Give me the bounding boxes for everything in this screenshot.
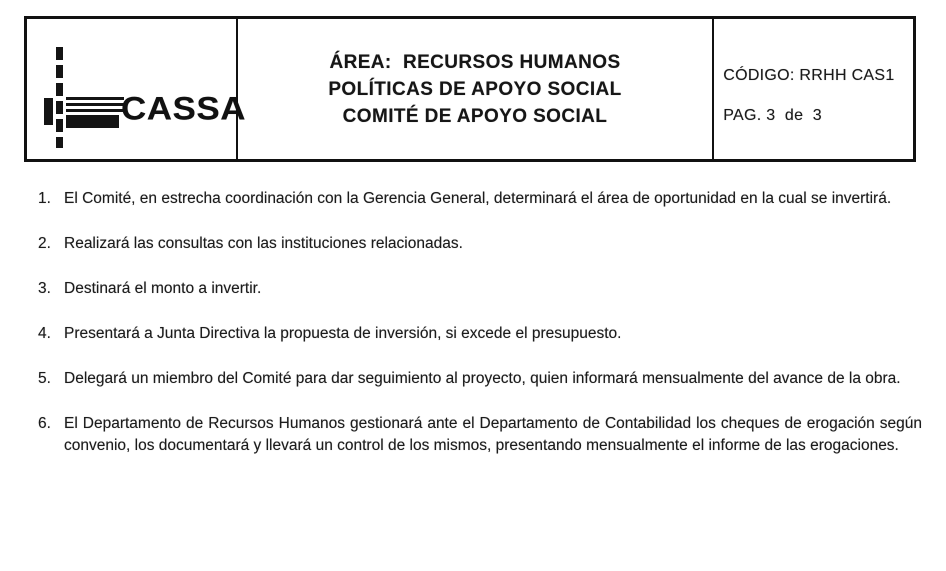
item-number: 3. bbox=[38, 280, 51, 297]
header-policy-line: POLÍTICAS DE APOYO SOCIAL bbox=[328, 78, 622, 100]
cassa-logo bbox=[39, 47, 247, 152]
item-text: El Departamento de Recursos Humanos gestionará ante el Departamento de Contabilidad los cheques de erogación según convenio, los documentará y llevará un control de los mismos, presentando mensualmente el informe de las erogaciones. bbox=[64, 415, 922, 454]
item-text: Realizará las consultas con las instituciones relacionadas. bbox=[64, 235, 463, 252]
title-cell bbox=[238, 19, 714, 159]
policy-list bbox=[0, 188, 946, 480]
list-item bbox=[0, 413, 946, 457]
page-number: PAG. 3 de 3 bbox=[723, 107, 822, 124]
header-committee-line: COMITÉ DE APOYO SOCIAL bbox=[342, 105, 608, 127]
header-area-line: ÁREA: RECURSOS HUMANOS bbox=[329, 51, 621, 73]
item-text: Presentará a Junta Directiva la propuesta de inversión, si excede el presupuesto. bbox=[64, 325, 622, 342]
document-code: CÓDIGO: RRHH CAS1 bbox=[723, 67, 895, 84]
list-item bbox=[0, 323, 946, 345]
list-item bbox=[0, 233, 946, 255]
code-cell bbox=[714, 19, 913, 159]
item-number: 1. bbox=[38, 190, 51, 207]
item-number: 2. bbox=[38, 235, 51, 252]
logo-pipe-icon bbox=[56, 47, 63, 148]
logo-bar-icon bbox=[66, 115, 119, 128]
item-number: 6. bbox=[38, 415, 51, 432]
list-item bbox=[0, 188, 946, 210]
item-number: 5. bbox=[38, 370, 51, 387]
logo-pipe-segment-icon bbox=[44, 98, 53, 125]
item-text: Delegará un miembro del Comité para dar seguimiento al proyecto, quien informará mensualmente del avance de la obra. bbox=[64, 370, 901, 387]
item-text: El Comité, en estrecha coordinación con la Gerencia General, determinará el área de oportunidad en la cual se invertirá. bbox=[64, 190, 892, 207]
logo-stripes-icon bbox=[66, 97, 124, 113]
logo-cell bbox=[27, 19, 247, 159]
list-item bbox=[0, 368, 946, 390]
item-number: 4. bbox=[38, 325, 51, 342]
header-table bbox=[24, 16, 916, 162]
item-text: Destinará el monto a invertir. bbox=[64, 280, 262, 297]
logo-wordmark: CASSA bbox=[121, 91, 247, 127]
list-item bbox=[0, 278, 946, 300]
